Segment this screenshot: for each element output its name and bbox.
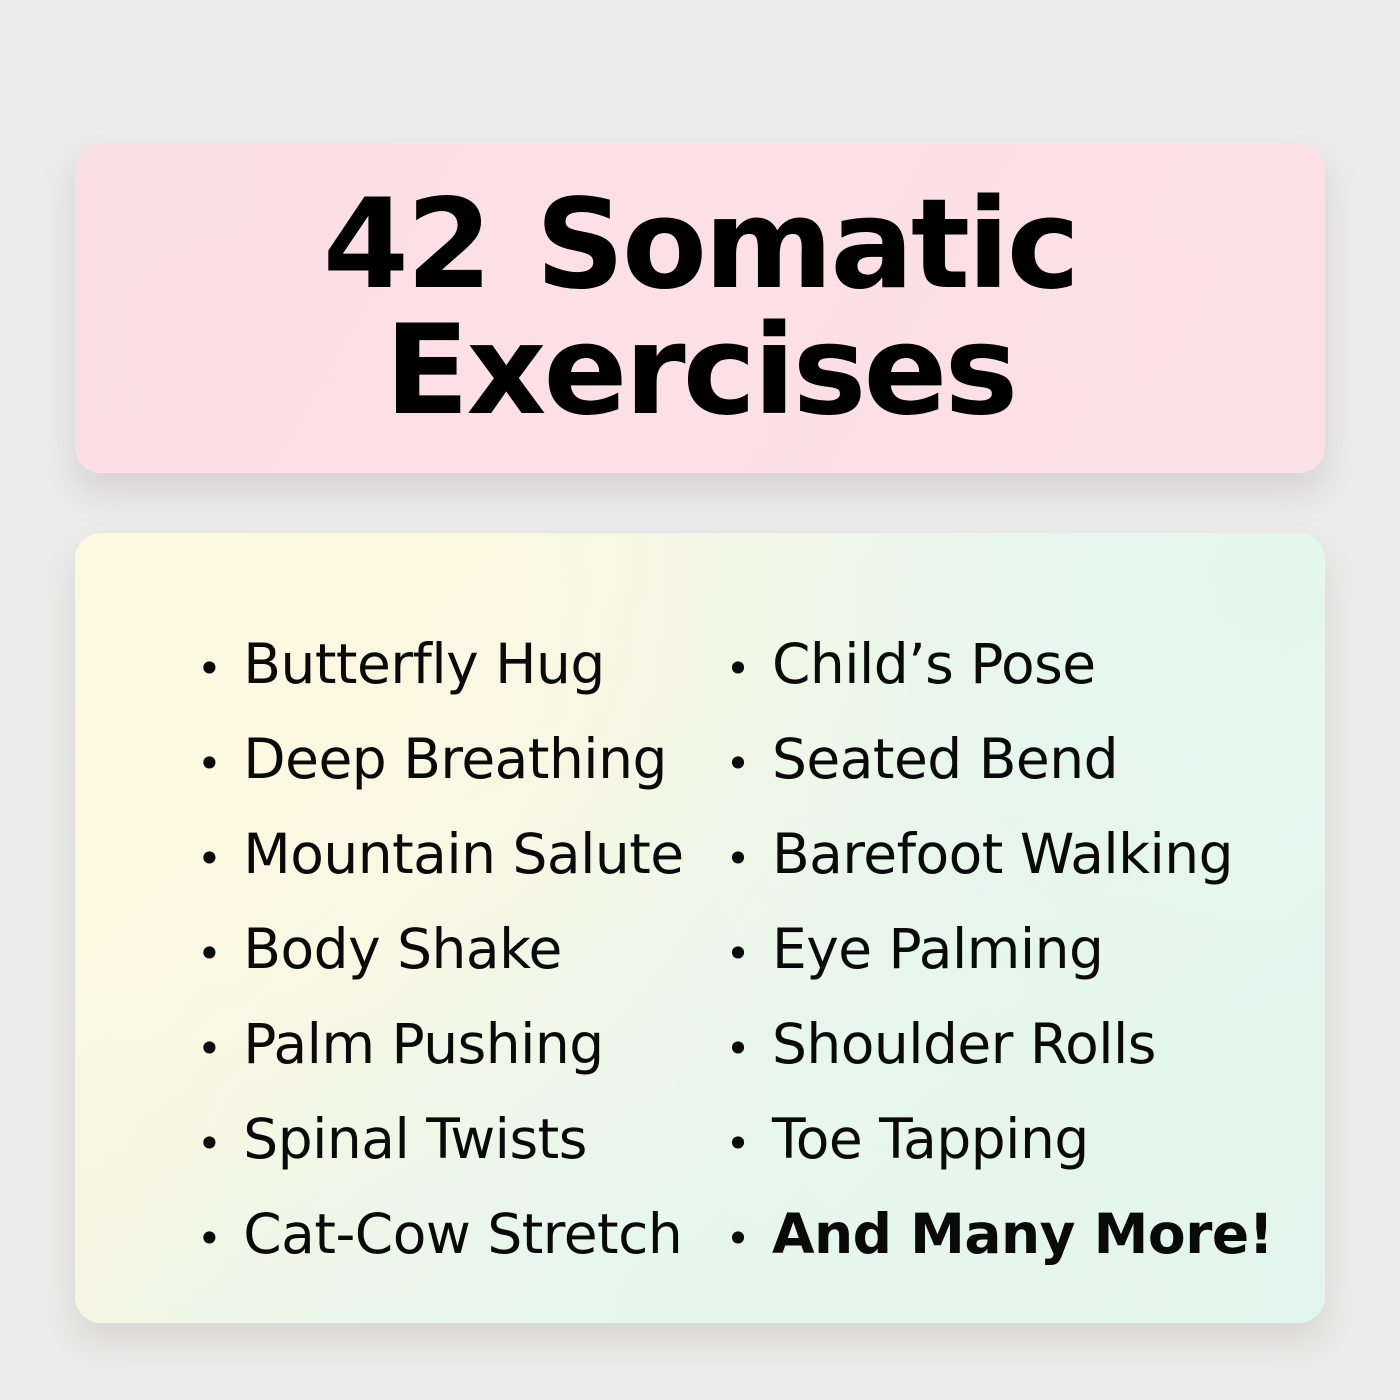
list-item (197, 999, 684, 1094)
list-item-label: And Many More! (771, 1202, 1274, 1266)
bullet-icon: • (197, 739, 222, 788)
bullet-icon: • (725, 644, 750, 693)
list-item-label: Shoulder Rolls (771, 1012, 1156, 1076)
bullet-icon: • (197, 834, 222, 883)
list-item-label: Deep Breathing (243, 727, 667, 791)
list-item-label: Barefoot Walking (771, 822, 1234, 886)
bullet-icon: • (725, 834, 750, 883)
list-item-label: Eye Palming (771, 917, 1104, 981)
list-item (726, 714, 1274, 809)
list-item (726, 904, 1274, 999)
title-line-2: Exercises (384, 299, 1016, 443)
bullet-icon: • (197, 1214, 222, 1263)
list-item (726, 1094, 1274, 1189)
exercise-list-left-column (135, 619, 684, 1266)
bullet-icon: • (197, 1024, 222, 1073)
title-line-1: 42 Somatic (322, 172, 1078, 317)
list-item-label: Mountain Salute (243, 822, 684, 886)
list-item-label: Butterfly Hug (243, 632, 605, 696)
list-item-label: Body Shake (243, 917, 562, 981)
page-title (283, 172, 1117, 443)
exercise-list-card (75, 533, 1325, 1323)
list-item-label: Seated Bend (771, 727, 1119, 791)
list-item (197, 619, 684, 714)
list-item (197, 809, 684, 904)
list-item-label: Toe Tapping (771, 1107, 1089, 1171)
bullet-icon: • (197, 1119, 222, 1168)
bullet-icon: • (725, 1119, 750, 1168)
bullet-icon: • (725, 739, 750, 788)
bullet-icon: • (197, 644, 222, 693)
list-item (197, 1094, 684, 1189)
list-item (726, 999, 1274, 1094)
bullet-icon: • (725, 1024, 750, 1073)
list-item-label: Palm Pushing (243, 1012, 604, 1076)
bullet-icon: • (197, 929, 222, 978)
list-item-label: Spinal Twists (243, 1107, 587, 1171)
list-item-label: Child’s Pose (771, 632, 1096, 696)
list-item-and-many-more (726, 1189, 1274, 1284)
list-item-label: Cat-Cow Stretch (243, 1202, 683, 1266)
list-item (197, 1189, 684, 1284)
list-item (726, 809, 1274, 904)
list-item (726, 619, 1274, 714)
exercise-list-right-column (684, 619, 1274, 1266)
bullet-icon: • (725, 1214, 750, 1263)
list-item (197, 714, 684, 809)
title-card (75, 143, 1325, 473)
bullet-icon: • (725, 929, 750, 978)
list-item (197, 904, 684, 999)
